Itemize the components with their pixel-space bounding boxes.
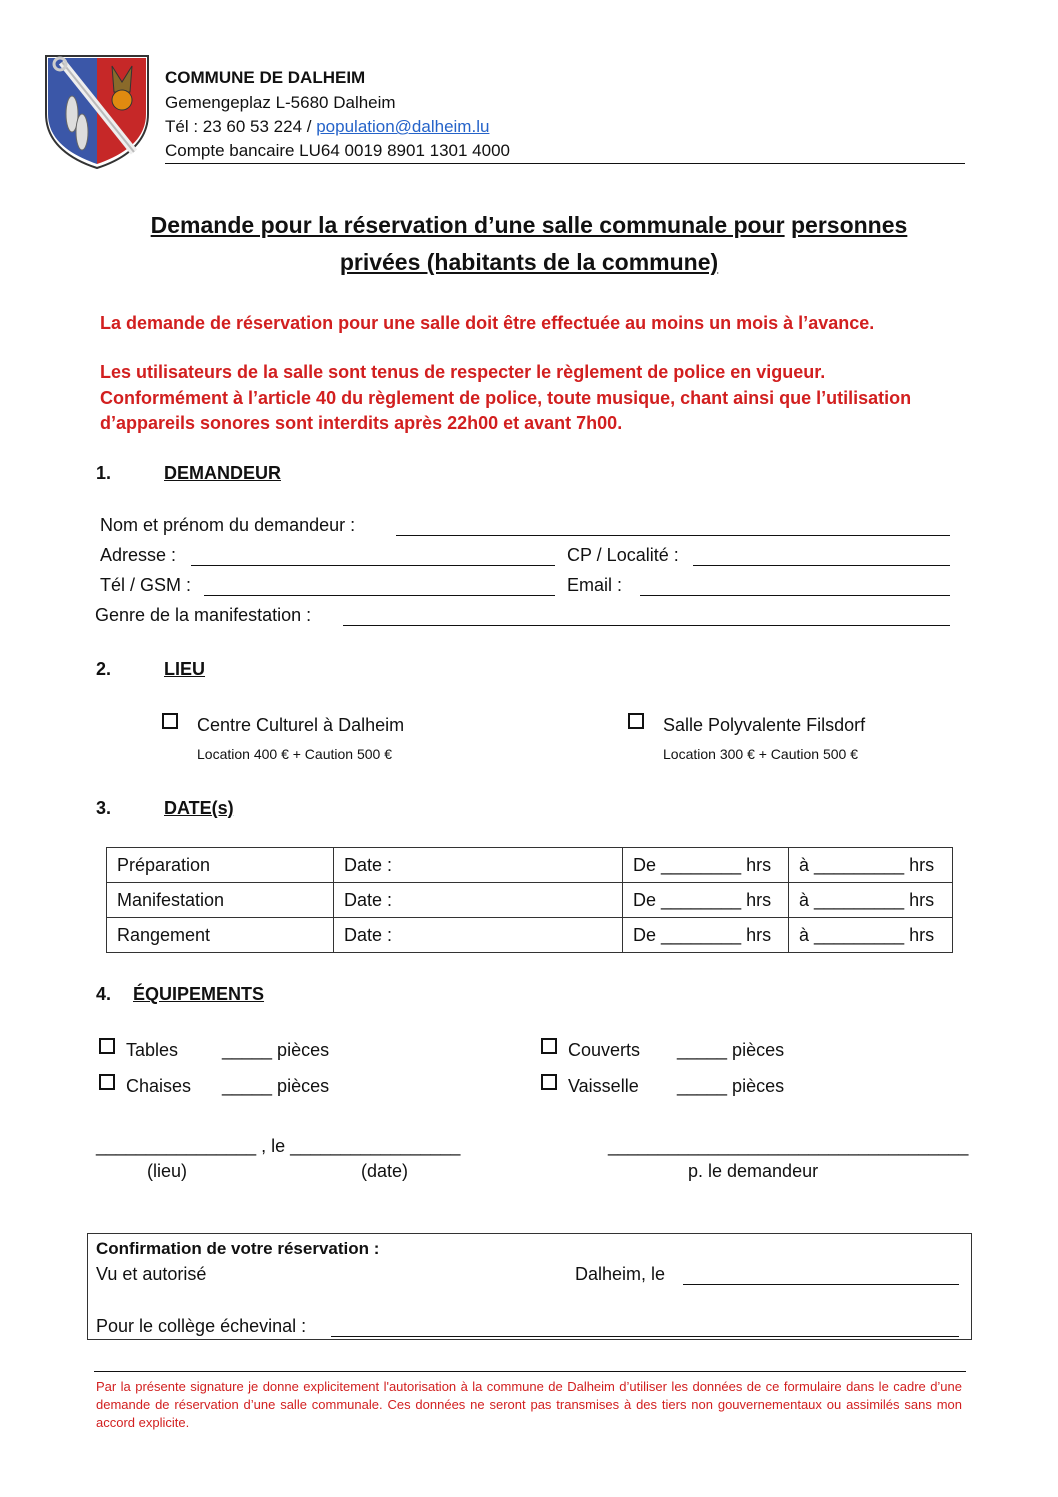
to-cell[interactable]: à _________ hrs <box>789 848 953 883</box>
section3-title: DATE(s) <box>164 798 234 818</box>
to-cell[interactable]: à _________ hrs <box>789 918 953 953</box>
couverts-qty[interactable]: _____ pièces <box>677 1040 785 1060</box>
notice-advance: La demande de réservation pour une salle doit être effectuée au moins un mois à l’avance. <box>100 313 875 333</box>
header-divider <box>165 163 965 164</box>
venue2-checkbox[interactable] <box>628 713 644 729</box>
signature-line[interactable]: ____________________________________ <box>608 1136 969 1156</box>
place-date-line[interactable]: ________________ , le _________________ <box>96 1136 461 1156</box>
table-row <box>107 883 953 918</box>
org-address: Gemengeplaz L-5680 Dalheim <box>165 93 396 112</box>
name-field[interactable] <box>396 521 950 536</box>
table-row <box>107 848 953 883</box>
email-field[interactable] <box>640 581 950 596</box>
section1-title: DEMANDEUR <box>164 463 281 483</box>
venue2-label: Salle Polyvalente Filsdorf <box>663 715 866 735</box>
genre-field[interactable] <box>343 611 950 626</box>
chaises-checkbox[interactable] <box>99 1074 115 1090</box>
org-bank: Compte bancaire LU64 0019 8901 1301 4000 <box>165 141 510 160</box>
notice-rules-3: d’appareils sonores sont interdits après 22h00 et avant 7h00. <box>100 413 623 433</box>
chaises-qty[interactable]: _____ pièces <box>222 1076 330 1096</box>
cp-label: CP / Localité : <box>567 545 679 565</box>
authorized-label: Vu et autorisé <box>96 1264 207 1284</box>
section4-number: 4. <box>96 984 112 1004</box>
page-title <box>0 207 1058 281</box>
place-caption: (lieu) <box>147 1161 188 1181</box>
tables-checkbox[interactable] <box>99 1038 115 1054</box>
tel-field[interactable] <box>204 581 555 596</box>
college-label: Pour le collège échevinal : <box>96 1316 307 1336</box>
dalheim-date-field[interactable] <box>683 1270 959 1285</box>
email-label: Email : <box>567 575 623 595</box>
tables-label: Tables <box>126 1040 179 1060</box>
address-field[interactable] <box>191 551 555 566</box>
section1-number: 1. <box>96 463 112 483</box>
confirmation-title: Confirmation de votre réservation : <box>96 1239 380 1258</box>
couverts-checkbox[interactable] <box>541 1038 557 1054</box>
from-cell[interactable]: De ________ hrs <box>623 883 789 918</box>
row-label: Manifestation <box>107 883 334 918</box>
date-cell[interactable]: Date : <box>334 918 623 953</box>
from-cell[interactable]: De ________ hrs <box>623 918 789 953</box>
signature-caption: p. le demandeur <box>688 1161 819 1181</box>
to-cell[interactable]: à _________ hrs <box>789 883 953 918</box>
dates-table <box>106 847 953 953</box>
title-line1-end: personnes <box>791 212 908 238</box>
dalheim-date-label: Dalheim, le <box>575 1264 666 1284</box>
vaisselle-qty[interactable]: _____ pièces <box>677 1076 785 1096</box>
title-line2: privées (habitants de la commune) <box>339 249 719 275</box>
date-cell[interactable]: Date : <box>334 848 623 883</box>
vaisselle-label: Vaisselle <box>568 1076 639 1096</box>
date-caption: (date) <box>361 1161 409 1181</box>
notice-rules-2: Conformément à l’article 40 du règlement de police, toute musique, chant ainsi que l’utilisation <box>100 388 912 408</box>
venue2-price: Location 300 € + Caution 500 € <box>663 746 858 762</box>
footer-divider <box>94 1371 966 1372</box>
notice-rules-1: Les utilisateurs de la salle sont tenus de respecter le règlement de police en vigueur. <box>100 362 826 382</box>
vaisselle-checkbox[interactable] <box>541 1074 557 1090</box>
venue1-label: Centre Culturel à Dalheim <box>197 715 405 735</box>
org-phone: Tél : 23 60 53 224 / <box>165 117 317 136</box>
email-link[interactable]: population@dalheim.lu <box>316 117 490 136</box>
cp-field[interactable] <box>693 551 950 566</box>
tel-label: Tél / GSM : <box>100 575 192 595</box>
venue1-checkbox[interactable] <box>162 713 178 729</box>
table-row <box>107 918 953 953</box>
section4-title: ÉQUIPEMENTS <box>133 984 265 1004</box>
address-label: Adresse : <box>100 545 177 565</box>
org-name: COMMUNE DE DALHEIM <box>165 68 366 87</box>
chaises-label: Chaises <box>126 1076 192 1096</box>
row-label: Préparation <box>107 848 334 883</box>
section2-title: LIEU <box>164 659 206 679</box>
name-label: Nom et prénom du demandeur : <box>100 515 356 535</box>
from-cell[interactable]: De ________ hrs <box>623 848 789 883</box>
title-line1: Demande pour la réservation d’une salle communale pour <box>150 212 785 238</box>
section2-number: 2. <box>96 659 112 679</box>
date-cell[interactable]: Date : <box>334 883 623 918</box>
section3-number: 3. <box>96 798 112 818</box>
row-label: Rangement <box>107 918 334 953</box>
venue1-price: Location 400 € + Caution 500 € <box>197 746 392 762</box>
tables-qty[interactable]: _____ pièces <box>222 1040 330 1060</box>
org-contact <box>165 117 489 137</box>
college-field[interactable] <box>331 1322 959 1337</box>
genre-label: Genre de la manifestation : <box>95 605 312 625</box>
coat-of-arms-logo <box>42 52 152 172</box>
privacy-notice: Par la présente signature je donne explicitement l'autorisation à la commune de Dalheim d’utiliser les données de ce formulaire dans le cadre d’une demande de réservation d’une salle communale. Ces données ne seront pas transmises à des tiers non gouvernementaux ou assimilés sans mon accord explicite. <box>96 1379 962 1430</box>
couverts-label: Couverts <box>568 1040 641 1060</box>
